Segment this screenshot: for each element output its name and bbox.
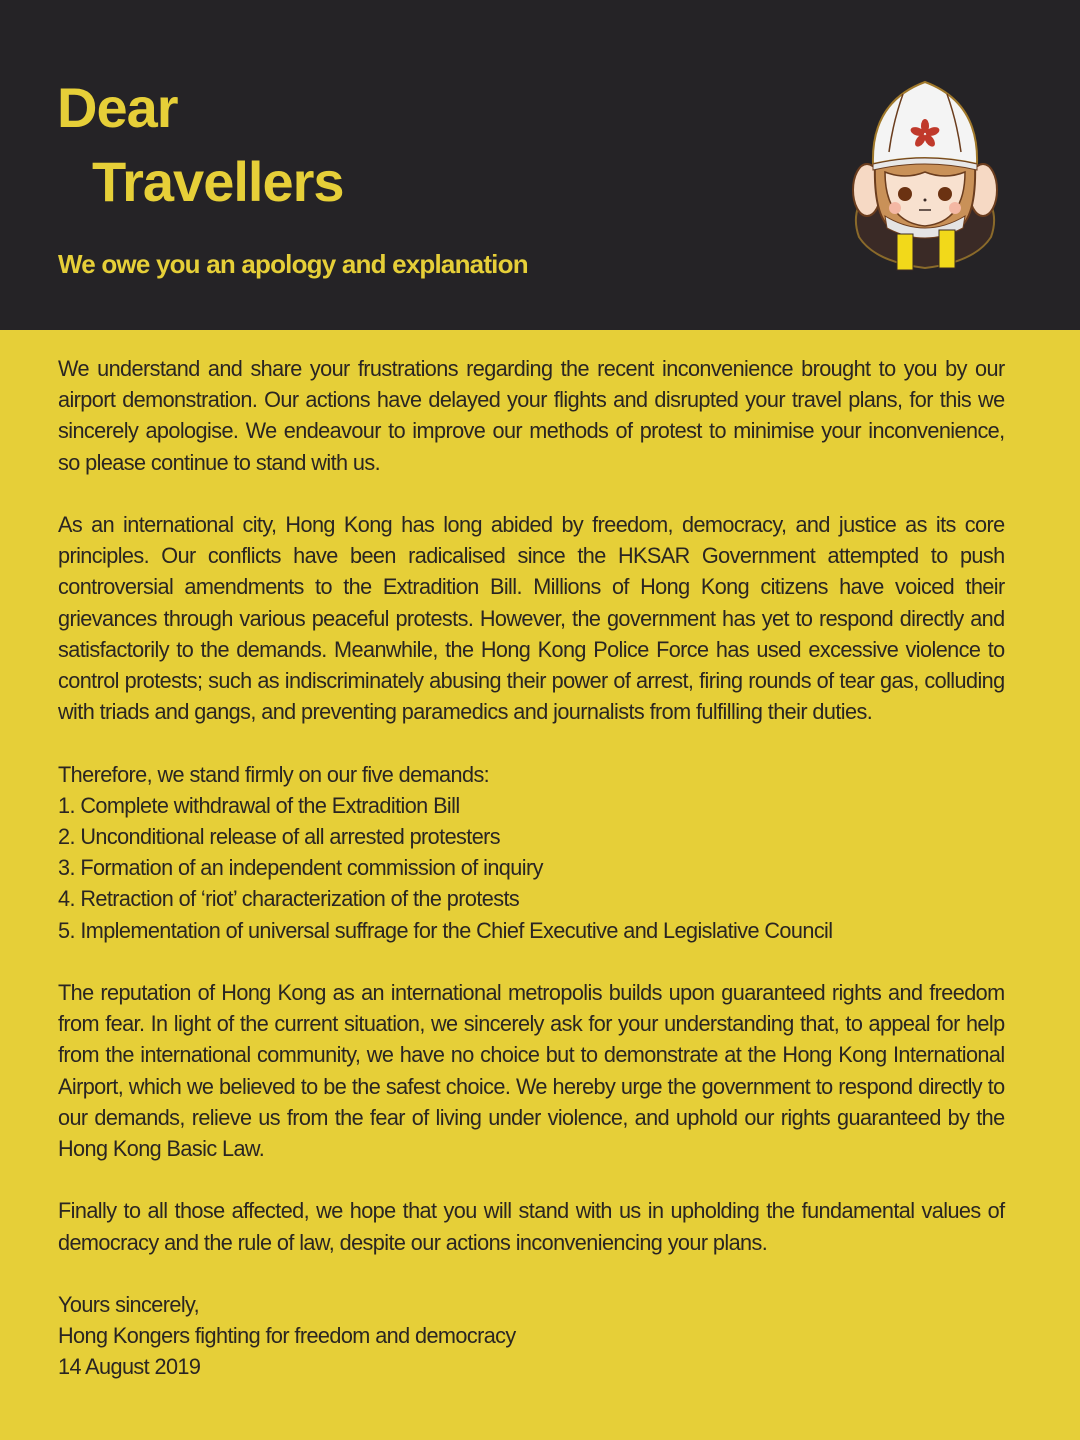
closing-salutation: Yours sincerely, [58, 1292, 200, 1318]
signature: Hong Kongers fighting for freedom and democracy [58, 1323, 516, 1349]
title-line-dear: Dear [57, 76, 178, 139]
demands-section [58, 759, 1005, 946]
paragraph-context: As an international city, Hong Kong has long abided by freedom, democracy, and justice as its core principles. Our conflicts have been radicalised since the HKSAR Government attempted to push controversial amendments to the Extradition Bill. Millions of Hong Kong citizens have voiced their grievances through various peaceful protests. However, the government has yet to respond directly and satisfactorily to the demands. Meanwhile, the Hong Kong Police Force has used excessive violence to control protests; such as indiscriminately abusing their power of arrest, firing rounds of tear gas, colluding with triads and gangs, and preventing paramedics and journalists from fulfilling their duties. [58, 512, 1005, 725]
demands-intro: Therefore, we stand firmly on our five demands: [58, 761, 490, 787]
demand-item: 4. Retraction of ‘riot’ characterization of the protests [58, 886, 520, 912]
header-banner [0, 0, 1080, 330]
signoff [58, 1289, 1005, 1383]
demand-item: 2. Unconditional release of all arrested protesters [58, 824, 501, 850]
paragraph-apology: We understand and share your frustrations regarding the recent inconvenience brought to you by our airport demonstration. Our actions have delayed your flights and disrupted your travel plans, for this we sincerely apologise. We endeavour to improve our methods of protest to minimise your inconvenience, so please continue to stand with us. [58, 356, 1005, 475]
demand-item: 1. Complete withdrawal of the Extradition Bill [58, 792, 460, 818]
letter-date: 14 August 2019 [58, 1354, 201, 1380]
letter-body [58, 353, 1019, 1414]
title-line-travellers: Travellers [92, 150, 344, 213]
demand-item: 3. Formation of an independent commission of inquiry [58, 855, 543, 881]
paragraph-reputation: The reputation of Hong Kong as an international metropolis builds upon guaranteed rights and freedom from fear. In light of the current situation, we sincerely ask for your understanding that, to appeal for help from the international community, we have no choice but to demonstrate at the Hong Kong International Airport, which we believed to be the safest choice. We hereby urge the government to respond directly to our demands, relieve us from the fear of living under violence, and uphold our rights guaranteed by the Hong Kong Basic Law. [58, 980, 1005, 1162]
subtitle: We owe you an apology and explanation [58, 249, 528, 279]
helmet-mascot-icon [845, 72, 1005, 278]
paragraph-closing: Finally to all those affected, we hope that you will stand with us in upholding the fundamental values of democracy and the rule of law, despite our actions inconveniencing your plans. [58, 1198, 1005, 1255]
demand-item: 5. Implementation of universal suffrage for the Chief Executive and Legislative Council [58, 917, 833, 943]
